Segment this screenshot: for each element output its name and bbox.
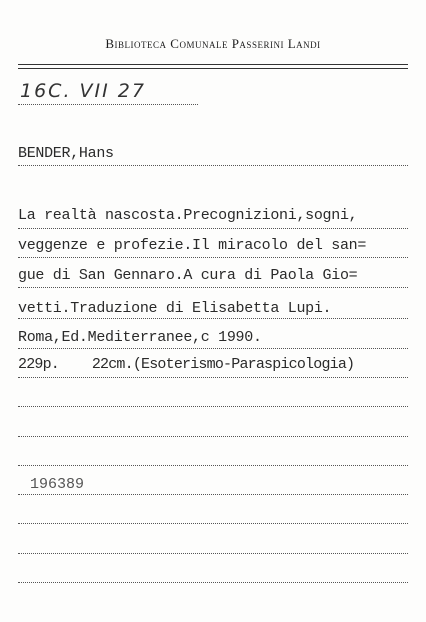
- library-header: Biblioteca Comunale Passerini Landi: [105, 36, 321, 51]
- ruled-line: [18, 348, 408, 349]
- ruled-line: [18, 257, 408, 258]
- shelfmark: 16C. VII 27: [20, 80, 146, 102]
- ruled-line: [18, 465, 408, 466]
- shelfmark-line: [18, 104, 198, 105]
- description-line-3: gue di San Gennaro.A cura di Paola Gio=: [18, 267, 358, 284]
- imprint-line: Roma,Ed.Mediterranee,c 1990.: [18, 329, 262, 346]
- ruled-line: [18, 494, 408, 495]
- author-heading: BENDER,Hans: [18, 145, 114, 162]
- collation-line: 229p. 22cm.(Esoterismo-Paraspicologia): [18, 356, 355, 373]
- description-line-1: La realtà nascosta.Precognizioni,sogni,: [18, 207, 358, 224]
- description-line-2: veggenze e profezie.Il miracolo del san=: [18, 237, 367, 254]
- header-rule-top: [18, 64, 408, 65]
- ruled-line: [18, 228, 408, 229]
- ruled-line: [18, 377, 408, 378]
- header-rule-bottom: [18, 68, 408, 69]
- ruled-line: [18, 523, 408, 524]
- inventory-number: 196389: [30, 476, 85, 493]
- ruled-line: [18, 582, 408, 583]
- ruled-line: [18, 318, 408, 319]
- ruled-line: [18, 406, 408, 407]
- ruled-line: [18, 436, 408, 437]
- ruled-line: [18, 165, 408, 166]
- description-line-4: vetti.Traduzione di Elisabetta Lupi.: [18, 300, 332, 317]
- ruled-line: [18, 287, 408, 288]
- ruled-line: [18, 553, 408, 554]
